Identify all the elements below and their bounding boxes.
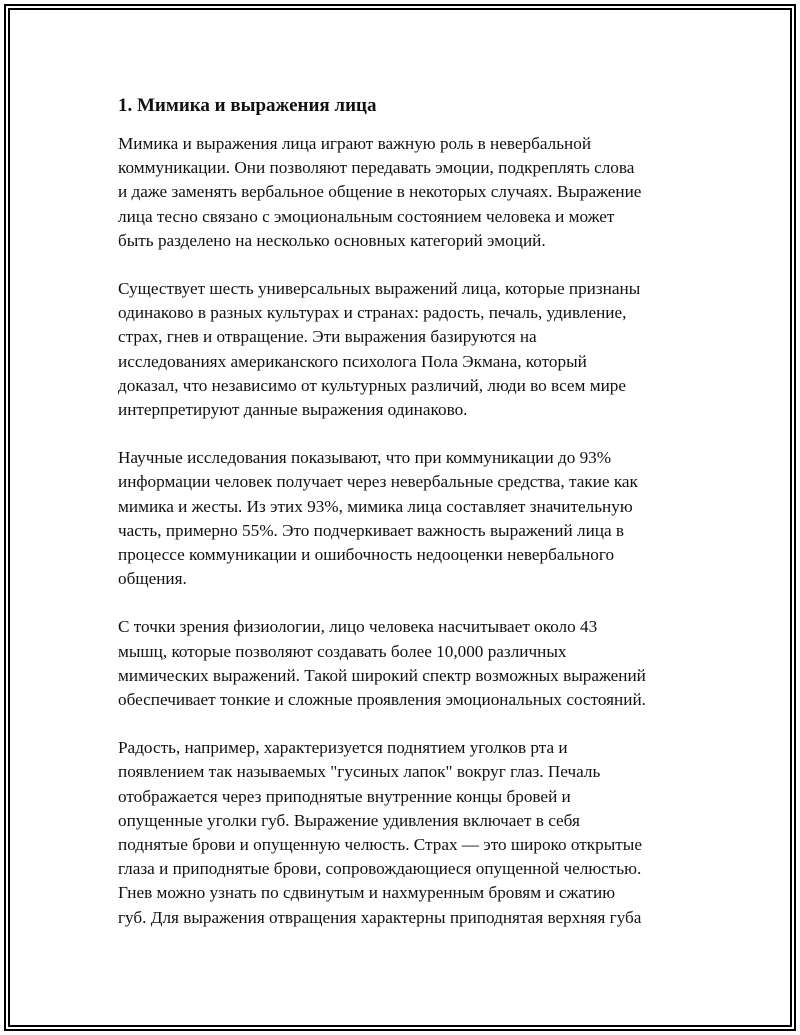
text-line: интерпретируют данные выражения одинаково.	[118, 400, 468, 420]
text-line: С точки зрения физиологии, лицо человека насчитывает около 43	[118, 617, 598, 637]
paragraph-3	[118, 446, 688, 591]
text-line: мимика и жесты. Из этих 93%, мимика лица составляет значительную	[118, 496, 633, 516]
text-line: исследованиях американского психолога Пола Экмана, который	[118, 351, 587, 371]
text-line: опущенные уголки губ. Выражение удивления включает в себя	[118, 810, 580, 830]
text-line: общения.	[118, 569, 187, 589]
text-line: глаза и приподнятые брови, сопровождающиеся опущенной челюстью.	[118, 859, 642, 879]
text-line: доказал, что независимо от культурных различий, люди во всем мире	[118, 375, 627, 395]
paragraph-5	[118, 736, 688, 930]
text-line: страх, гнев и отвращение. Эти выражения базируются на	[118, 327, 537, 347]
text-line: процессе коммуникации и ошибочность недооценки невербального	[118, 545, 615, 565]
text-line: Существует шесть универсальных выражений лица, которые признаны	[118, 279, 641, 299]
text-line: часть, примерно 55%. Это подчеркивает важность выражений лица в	[118, 520, 625, 540]
text-line: мимических выражений. Такой широкий спектр возможных выражений	[118, 665, 646, 685]
text-line: появлением так называемых "гусиных лапок" вокруг глаз. Печаль	[118, 762, 601, 782]
text-line: одинаково в разных культурах и странах: радость, печаль, удивление,	[118, 303, 627, 323]
section-heading: 1. Мимика и выражения лица	[118, 95, 377, 116]
text-line: Радость, например, характеризуется поднятием уголков рта и	[118, 738, 568, 758]
document-body	[118, 94, 688, 954]
text-line: быть разделено на несколько основных категорий эмоций.	[118, 230, 546, 250]
text-line: информации человек получает через невербальные средства, такие как	[118, 472, 638, 492]
paragraph-2	[118, 277, 688, 422]
paragraph-1	[118, 132, 688, 253]
text-line: губ. Для выражения отвращения характерны приподнятая верхняя губа	[118, 907, 642, 927]
text-line: отображается через приподнятые внутренние концы бровей и	[118, 786, 571, 806]
text-line: Научные исследования показывают, что при коммуникации до 93%	[118, 448, 612, 468]
text-line: лица тесно связано с эмоциональным состоянием человека и может	[118, 206, 615, 226]
text-line: Гнев можно узнать по сдвинутым и нахмуренным бровям и сжатию	[118, 883, 616, 903]
text-line: поднятые брови и опущенную челюсть. Страх — это широко открытые	[118, 835, 642, 855]
text-line: коммуникации. Они позволяют передавать эмоции, подкреплять слова	[118, 158, 635, 178]
text-line: мышц, которые позволяют создавать более 10,000 различных	[118, 641, 567, 661]
text-line: Мимика и выражения лица играют важную роль в невербальной	[118, 134, 592, 153]
text-line: и даже заменять вербальное общение в некоторых случаях. Выражение	[118, 182, 642, 202]
paragraph-4	[118, 615, 688, 712]
text-line: обеспечивает тонкие и сложные проявления эмоциональных состояний.	[118, 690, 646, 710]
